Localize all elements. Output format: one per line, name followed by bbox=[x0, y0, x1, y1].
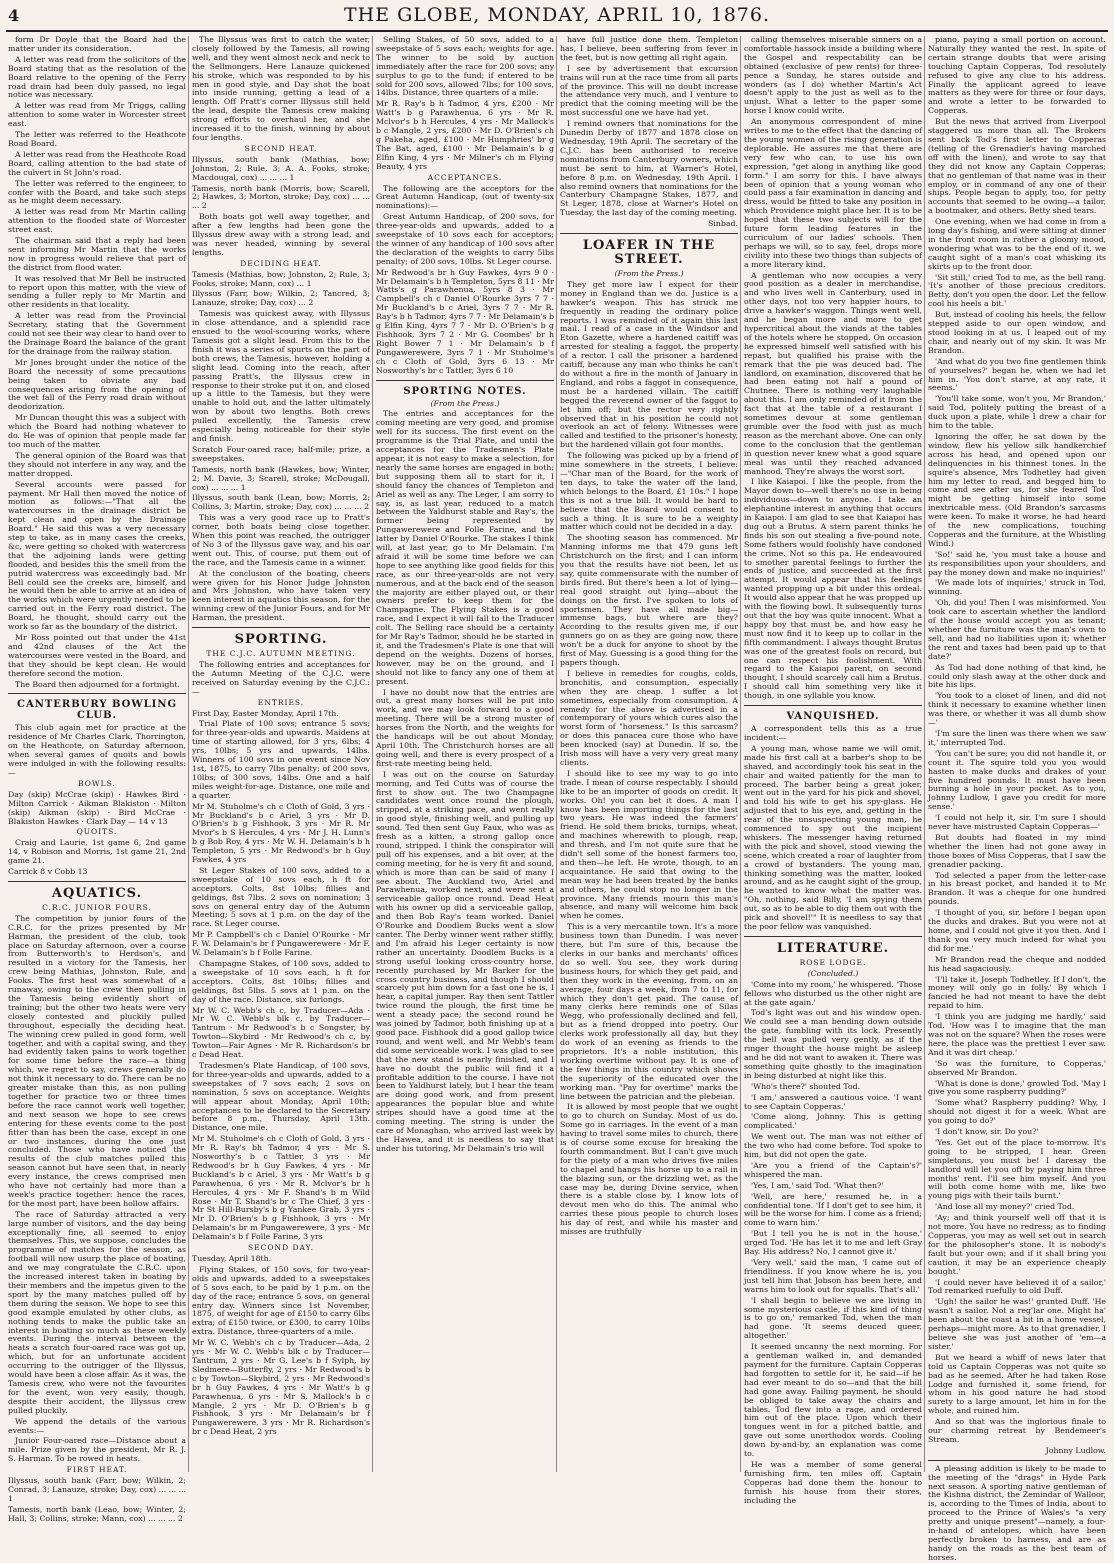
paragraph: 'We made lots of inquiries,' struck in Tod, winning. bbox=[928, 578, 1106, 597]
paragraph: The letter was referred to the engineer, to confer with the Board, and take such steps as he might deem necessary. bbox=[8, 178, 186, 206]
paragraph: The competition by junior fours of the C.R.C. for the prizes presented by Mr Harman, the president of the club, took place on Saturday afternoon, over a course from Butterworth's to Herdson's, and resulted in a victory for the Tamesis, her crew being Mathias, Johnston, Rule, and Fooks. The first heat was somewhat of a runaway, owing to the crew then pulling in the Tamesis being evidently short of training; but the other two heats were very closely contested and pluckily pulled throughout, especially the deciding heat. The winning crew pulled in good form, well together, and with a capital swing, and they had evidently taken pains to work together for some time before the race—a thing which, we regret to say, crews generally do not think it necessary to do. There can be no greater mistake than this, as non pulling together for practice two or three times before the race cannot work well together, and next season we hope to see crews entering for these events come to the post fitter than has been the case, except in one or two instances, during the one just concluded. Those who have noticed the results of the club matches pulled this season cannot but have seen that, in nearly every instance, the crews comprised men who have not certainly had more than a week's practice together: hence the races, for the most part, have been hollow affairs. bbox=[8, 913, 186, 1208]
masthead bbox=[0, 0, 1114, 30]
section-heading: SPORTING NOTES. bbox=[403, 385, 527, 397]
paragraph: 'I could not help it, sir. I'm sure I should never have mistrusted Captain Copperas—' bbox=[928, 813, 1106, 832]
paragraph: I have no doubt now that the entries are out, a great many horses will be put into work, and we may look forward to a good meeting. There will be a strong muster of horses from the North, and the weights for the handicaps will be out about Monday, April 10th. The Christchurch horses are all going well, and there is every prospect of a first-rate meeting being held. bbox=[376, 687, 554, 768]
paragraph: They get more law I expect for their money in England than we do. Justice is a hawker's weapon. This has struck me frequently in reading the ordinary police reports. I was reminded of it again this last mail. I read of a case in the Windsor and Eton Gazette, where a hardened caitiff was arrested for stealing a faggot, the property of a rector. I call the prisoner a hardened caitiff, because any man who thinks he can't do without a fire in the month of January in England, and robs a faggot in consequence, must be a hardened villain. The caitiff begged the reverend owner of the faggot to let him off; but the rector very rightly observed that in his position he could not overlook an act of felony. Witnesses were called and testified to the prisoner's honesty, but the hardened villain got four months. bbox=[560, 279, 738, 450]
paragraph: I believe in remedies for coughs, colds, bronchitis, and consumption, especially when they are cheap. I suffer a lot sometimes, especially from consumption. A remedy for the above is advertised in a contemporary of yours which cures also the worst form of "horseness." Is this sarcasm? or does this panacea cure those who have been knocked (say) at Dunedin. If so, the Irish moss will have a very very great many clients. bbox=[560, 668, 738, 767]
subheading: THE C.J.C. AUTUMN MEETING. bbox=[206, 649, 356, 659]
paragraph: 'I shall begin to believe we are living in some mysterious castle, if this kind of thing is to go on,' remarked Tod, when the man had gone. 'It seems deuced queer, altogether.' bbox=[744, 1295, 922, 1341]
listing-line: Tamesis, north bank (Morris, bow; Scarell, 2; Hawkes, 3; Morton, stroke; Day, cox) ... ... ... 2 bbox=[192, 183, 370, 211]
paragraph: A gentleman who now occupies a very good position as a dealer in merchandise, and who lives well in Canterbury, used in other days, not too very happier hours, to drive a hawker's waggon. Things went well, and he began more and more to get hypercritical about the viands at the tables of the hotels where he stopped. On occasion he expressed himself well satisfied with his repast, but qualified his praise with the remark that the pie was deuced bad. The landlord, on examination, discovered that he had been eating not half a pound of Chutnee. There is nothing very laughable about this. I am only reminded of it from the fact that at the table of a restaurant I sometimes devour at some gentleman grumble over the food with just as much reason as the merchant above. One can only come to the conclusion that the gentleman in question never knew what a good square meal was until they reached advanced manhood. They're always the worst sort. bbox=[744, 270, 922, 476]
paragraph: Craig and Laurie, 1st game 6, 2nd game 14, v Robison and Morris, 1st game 21, 2nd game 21. bbox=[8, 838, 186, 866]
listing-line: Carrick 8 v Cobb 13 bbox=[8, 867, 88, 877]
paragraph: A correspondent tells this as a true incident:— bbox=[744, 724, 922, 742]
paragraph: But we heard a whiff of news later that told us Captain Copperas was not quite so bad as he seemed. After he had taken Rose Lodge and furnished it, some friend, for whom in his good nature he had stood surety to a large amount, let him in for the whole, and ruined him. bbox=[928, 1352, 1106, 1416]
listing-line: First Day, Easter Monday, April 17th. bbox=[192, 708, 339, 718]
paragraph: A pleasing addition is likely to be made to the meeting of the "drags" in Hyde Park next season. A sporting native gentleman of the Kishna district, the Zemindar of Walloor, is, according to the Times of India, about to proceed to the Prince of Wales's "a very pretty and unique present"—namely, a four-in-hand of antelopes, which have been perfectly broken to harness, and are as handy on the roads as the best team of horses. bbox=[928, 1463, 1106, 1562]
paragraph: Junior Four-oared race—Distance about a mile. Prize given by the president, Mr R. J. S. Harman. To be rowed in heats. bbox=[8, 1436, 186, 1464]
paragraph: Both boats got well away together, and after a few lengths had been gone the Illyssus drew away with a strong lead, and was never headed, winning by several lengths. bbox=[192, 212, 370, 257]
subheading: FIRST HEAT. bbox=[66, 1465, 128, 1475]
paragraph: The general opinion of the Board was that they should not interfere in any way, and the matter dropped. bbox=[8, 450, 186, 478]
subheading: ACCEPTANCES. bbox=[427, 172, 503, 182]
listing-line: Illyssus, south bank (Lean, bow; Morris, 2; Collins, 3; Martin, stroke; Day, cox) ... ... ... 2 bbox=[192, 493, 370, 512]
column-4 bbox=[560, 36, 738, 1472]
paragraph: 'You'll take some, won't you, Mr Brandon,' said Tod, politely putting the breast of a duck upon a plate, while I drew a chair for him to the table. bbox=[928, 394, 1106, 431]
listing-line: Scratch Four-oared race; half-mile; prize, a sweepstakes. bbox=[192, 444, 370, 463]
subheading: SECOND DAY. bbox=[248, 1243, 314, 1253]
paragraph: It seemed uncanny the next morning. For a gentleman walked in, and demanded payment for the furniture. Captain Copperas had forgotten to settle for it, he said—if he had ever meant to do so—and that the bill had gone away. Failing payment, he should be obliged to take away the chairs and tables. Tod flew into a rage, and ordered him out of the place. Upon which their tongues went in for a pitched battle, and gave out some unorthodox words. Cooling down by-and-by, an explanation was come to. bbox=[744, 1342, 922, 1459]
newspaper-title: THE GLOBE, MONDAY, APRIL 10, 1876. bbox=[343, 4, 771, 26]
paragraph: I like Kaiapoi. I like the people, from the Mayor down to—well there's no use in being individuous—down to anyone. I take an elephantine interest in anything that occurs in Kaiapoi. I am glad to see that Kaiapoi has dug out a Brutus. A stern parent thinks he finds his son out stealing a five-pound note. Some fathers would foolishly have condoned the crime. Not so this pa. He endeavoured to smother parental feelings to further the ends of justice, and succeeded at the first attempt. It would appear that his feelings wanted propping up a bit under this ordeal. It would also appear that he was propped up with the flowing bowl. It subsequently turns out that the boy was quite innocent. What a happy boy that must be, and how easy he must now find it to keep up to collar in the fifth commandment. I always thought Brutus was one of the greatest fools on record, but one can respect his foolishment. With regard to the Kaiapoi parent, on second thought, I should scarcely call him a Brutus. I should call him something very like it though, in one syllable you know. bbox=[744, 477, 922, 701]
section-heading: CANTERBURY BOWLING CLUB. bbox=[17, 699, 177, 722]
paragraph: 'You can't be sure; you did not handle it, or count it. The squire told you you would hasten to make ducks and drakes of your five hundred pounds. It must have been burning a hole in your pocket. As to you, Johnny Ludlow, I gave you credit for more sense.' bbox=[928, 748, 1106, 812]
column-divider bbox=[188, 36, 189, 1472]
paragraph: 'Ay; and think yourself well off that it is not more. You have no redress; as to finding Copperas, you may as well set out in search for the philosopher's stone. It is nobody's fault but your own; and if it shall bring you caution, it may be an experience cheaply bought.' bbox=[928, 1213, 1106, 1276]
paragraph: 'You took to a closet of linen, and did not think it necessary to examine whether linen was there, or whether it was all dumb show—' bbox=[928, 691, 1106, 728]
column-divider bbox=[924, 36, 925, 1472]
paragraph: Mr Duncan thought this was a subject with which the Board had nothing whatever to do. He was of opinion that people made far too much of the matter. bbox=[8, 413, 186, 449]
column-2 bbox=[192, 36, 370, 1472]
paragraph: The shooting season has commenced. Mr Manning informs me that 479 guns left Christchurch on the first; and I can inform you that the results have not been, let us say, quite commensurate with the number of birds fired. But there's been a lot of lying—real good straight out lying—about the doings on the first. I've spoken to lots of sportsmen. They have all made big—immense bags, but where are they? According to the results given me, if our gunners go on as they are going now, there won't be a duck for anyone to shoot by the first of May. Guessing is a good thing for the papers though. bbox=[560, 533, 738, 667]
paragraph: Mr Ross pointed out that under the 41st and 42nd clauses of the Act the watercourses were vested in the Board, and that they should be kept clean. He would therefore second the motion. bbox=[8, 633, 186, 678]
paragraph: But doubts had floated in my mind whether the linen had not gone away in those boxes of Miss Copperas, that I saw the grenadier packing. bbox=[928, 832, 1106, 869]
section-rule bbox=[8, 881, 186, 882]
section-rule bbox=[192, 627, 370, 628]
listing-line: Tamesis, north bank (Hawkes, bow; Winter, 2; M. Davie, 3; Scarell, stroke; McDougall, cox) ... ... ... 1 bbox=[192, 464, 370, 492]
paragraph: form Dr Doyle that the Board had the matter under its consideration. bbox=[8, 35, 186, 53]
column-1 bbox=[8, 35, 186, 1523]
section-heading: VANQUISHED. bbox=[786, 711, 880, 723]
subheading: ROSE LODGE. bbox=[799, 957, 867, 967]
paragraph: Mr Brandon read the cheque and nodded his head sagaciously. bbox=[928, 954, 1106, 973]
listing-line: Mr M. Stuholme's ch c Cloth of Gold, 3 yrs · Mr R. Ray's bh Tadmor, 4 yrs · Mr S. Nosworthy's b c Tattler, 3 yrs · Mr Redwood's br h Guy Fawkes, 4 yrs · Mr Buckland's b c Ariel, 3 yrs · Mr Watt's b g Parawhenua, 6 yrs · Mr R. Mclvor's br h Hercules, 4 yrs · Mr F. Shand's b m Wild Rose · Mr T. Shand's br c The Chief, 3 yrs · Mr St Hill-Bursby's b g Yankee Grab, 3 yrs · Mr D. O'Brien's b g Fishhook, 3 yrs · Mr Delamain's br m Pungawerewere, 3 yrs · Mr Delamain's b f Folle Farine, 3 yrs bbox=[192, 1134, 370, 1242]
listing-line: Day (skip) McCrae (skip) · Hawkes Bird · Milton Carrick · Aikman Blakiston · Milton (skip) Aikman (skip) · Bird McCrae · Blakiston Hawkes · Clark Day — 14 v 13 bbox=[8, 789, 186, 826]
paragraph: The entries and acceptances for the coming meeting are very good, and promise well for its success. The first event on the programme is the Trial Plate, and until the acceptances for the Tradesmen's Plate appear, it is not easy to make a selection, for nearly the same horses are engaged in both; but supposing them all to start for it, I should fancy the chances of Templeton and Ariel as well as any. The Leger, I am sorry to say, is, as last year, reduced to a match between the Yaldhurst stable and Ray's, the former being represented by Pungawerewere and Folle Farine, and the latter by Daniel O'Rourke. The stakes I think will, at last year, go to Mr Delamain. I'm afraid it will be some time before we can hope to see anything like good fields for this race, as our three-year-olds are not very numerous, and at the back end of the season the majority are either played out, or their owners prefer to keep them for the Champagne. The Flying Stakes is a good race, and I expect it will fall to the Traducer colt. The Selling race should be a certainty for Mr Ray's Tadmor, should he be started in it, and the Tradesmen's Plate is one that will depend on the weights. Dozens of horses, however, may be on the ground, and I should not like to fancy any one of them at present. bbox=[376, 409, 554, 686]
section-heading: AQUATICS. bbox=[51, 885, 143, 901]
paragraph: But the news that arrived from Liverpool staggered us more than all. The Brokers sent back Tod's first letter to Copperas (telling of the Grenadier's having marched off with the linen), and wrote to say that they did not know any Captain Copperas; that no gentleman of that name was in their employ, or in command of any one of their ships. People began to apply, too, for petty accounts that seemed to be owing—a tailor, a bootmaker, and others. Betty shed tears. bbox=[928, 117, 1106, 216]
column-5 bbox=[744, 35, 922, 1505]
paragraph: 'I'm sure the linen was there when we saw it,' interrupted Tod. bbox=[928, 728, 1106, 747]
paragraph: 'Ugh! the sailor he was!' grunted Duff. 'He wasn't a sailor. Not a reg'lar one. Might ha' been about the coast a bit in a home vessel, perhaps—might more. As to that grenadier, I believe she was just another of 'em—a sister.' bbox=[928, 1297, 1106, 1351]
paragraph: The race of Saturday attracted a very large number of visitors, and the day being exceptionally fine, all seemed to enjoy themselves. This, we suppose, concludes the programme of matches for the season, as football will now usurp the place of boating, and we may congratulate the C.R.C. upon the increased interest taken in boating by their members and the impetus given to the sport by the many matches pulled off by them during the season. We hope to see this good example emulated by other clubs, as nothing tends to make the public take an interest in boating so much as these weekly events. During the interval between the heats a scratch four-oared race was got up, which, but for an unfortunate accident occurring to the outrigger of the Illyssus, would have been a close affair. As it was, the Tamesis crew, who were not the favourites for the event, won very easily, though, despite their accident, the Illyssus crew pulled pluckily. bbox=[8, 1209, 186, 1415]
paragraph: 'Yes, I am,' said Tod. 'What then?' bbox=[751, 1180, 884, 1190]
paragraph: 'I think you are judging me hardly,' said Tod. 'How was I to imagine that the man was not on the square? When the roses were here, the place was the prettiest I ever saw. And it was dirt cheap.' bbox=[928, 1012, 1106, 1057]
paragraph: 'I thought of you, sir, before I began upon the ducks and drakes. But you were not at home, and I could not give it you then. And I thank you very much indeed for what you did for me.' bbox=[928, 908, 1106, 953]
column-divider bbox=[372, 36, 373, 1472]
paragraph: The following was picked up by a friend of mine somewhere in the streets, I believe:—"Char man of the Board, for the work of ten days, to take the water off the land, which belongs to the Board, £1 10s." I hope this is not a true bill. It would be hard to believe that the Board would consent to such a thing. It is sure to be a weighty matter which could not be decided in a day. bbox=[560, 451, 738, 532]
paragraph: But, instead of cooling his heels, the fellow stepped aside to our open window, and stood looking in at us. I leaped out of my chair, and nearly out of my skin. It was Mr Brandon. bbox=[928, 310, 1106, 355]
section-rule bbox=[560, 233, 738, 234]
paragraph: A young man, whose name we will omit, made his first call at a barber's shop to be shaved, and accordingly took his seat in the chair and waited patiently for the man to proceed. The barber being a great joker, went out in the yard for his pick and shovel, and told his wife to get his spy-glass. He adjusted that to his eye, and, getting in the rear of the unsuspecting young man, he commenced to spy out the incipient whiskers. The messenger having returned with the pick and shovel, stood viewing the scene, which created a roar of laughter from a crowd of bystanders. The young man, thinking something was the matter, looked around, and as he caught sight of the group, he wanted to know what the matter was. "Oh, nothing, said Billy, 'I am spying them out, so as to be able to dig them out with the pick and shovel!'" It is needless to say that the poor fellow was vanquished. bbox=[744, 743, 922, 931]
paragraph: Several accounts were passed for payment. Mr Hall then moved the notice of motion as follows:—"That all the watercourses in the drainage district be kept clean and open by the Drainage Board." He said this was a very necessary step to take, as in many cases the creeks, &c, were getting so choked with watercress that the adjoining lands were getting flooded, and besides this the smell from the putrid watercress was exceedingly bad. Mr Bell could see the creeks are, himself, and he would then be able to arrive at an idea of the works which were urgently needed to be carried out in the Ferry road district. The Board, he thought, should carry out the work so far as the boundary of the district. bbox=[8, 479, 186, 632]
paragraph: Tradesmen's Plate Handicap, of 100 sovs, for three-year-olds and upwards, added to a sweepstakes of 7 sovs each; 2 sovs on nomination, 5 sovs on acceptance. Weights will appear about Monday, April 10th; acceptances to be declared to the Secretary before 8 p.m., Thursday, April 13th. Distance, one mile. bbox=[192, 1060, 370, 1133]
paragraph: It was resolved that Mr Bell be instructed to report upon this matter, with the view of sending a fuller reply to Mr Martin and other residents in that locality. bbox=[8, 273, 186, 310]
paragraph: calling themselves miserable sinners on a comfortable hassock inside a building where the Gospel and respectability can be obtained (exclusive of pew rents) for three-pence a Sunday, he stares outside and wonders (as I do) whether Martin's Act doesn't apply to the just as well as to the unjust. What a letter to the paper some horse I know could write. bbox=[744, 35, 922, 116]
paragraph: This is a very mercantile town. It's a more business town than Dunedin. I was never there, but I'm sure of this, because the clerks in our banks and merchants' offices do so well. You see, they work during business hours, for which they get paid, and then they work in the evening, from, on an average, four days a week, from 7 to 11, for which they don't get paid. The cause of many clerks here reminds one of Silas Wegg, who professionally declined and fell, but as a friend dropped into poetry. Our clerks work professionally all day, but they do work of an evening as friends to the proprietors. It's a noble institution, this working overtime without pay. It is one of the few things in this country which shows the superiority of the educated over the working man. "Pay for overtime" marks the line between the patrician and the plebeian. bbox=[560, 922, 738, 1101]
listing-line: Tuesday, April 18th. bbox=[192, 1254, 272, 1263]
section-rule bbox=[8, 693, 186, 694]
listing-line: Illyssus (Farr, bow; Wilkin, 2; Tancred, 3; Lanauze, stroke; Day, cox) ... 2 bbox=[192, 289, 370, 308]
masthead-rule bbox=[6, 30, 1108, 32]
paragraph: A letter was read from Mr Martin calling attention to the flooded state of Worcester street east. bbox=[8, 207, 186, 235]
paragraph: Ignoring the offer, he sat down by the window, flew his yellow silk handkerchief across his head, and opened upon our delinquencies in his thinnest tones. In the squire's absence, Mrs Todhetley had given him my letter to read, and begged him to come and see after us, for she feared Tod might be getting himself into some inextricable mess. (Old Brandon's sarcasms were keen. To make it worse, he had heard of the new complications, touching Copperas and the furniture, at the Whistling Wind.) bbox=[928, 431, 1106, 548]
section-heading: LOAFER IN THE STREET. bbox=[582, 238, 716, 268]
paragraph: A letter was read from the solicitors of the Board stating that as the resolution of the Board relative to the opening of the Ferry road drain had been duly passed, no legal notice was necessary. bbox=[8, 54, 186, 100]
subheading: DECIDING HEAT. bbox=[240, 258, 322, 268]
paragraph: Tod's light was out and his window open. We could see a man bending down outside the gate, fumbling with its lock. Presently the bell was pulled very gently, as if the ringer thought the house might be asleep and he did not want to awaken it. There was something quite ghostly to the imagination in being disturbed at night like this. bbox=[744, 1008, 922, 1080]
paragraph: A letter was read from the Heathcote Road Board, calling attention to the bad state of the culvert in St John's road. bbox=[8, 149, 186, 177]
paragraph: 'Sit still,' cried Tod to me, as the bell rang. 'It's another of those precious creditors. Betty, don't you open the door. Let the fellow cool his heels a bit.' bbox=[928, 272, 1106, 309]
paragraph: We append the details of the various events:— bbox=[8, 1416, 186, 1435]
paragraph: 'I am,' answered a cautious voice. 'I want to see Captain Copperas.' bbox=[744, 1092, 922, 1111]
paragraph: Great Autumn Handicap, of 200 sovs, for three-year-olds and upwards, added to a sweepstake of 10 sovs each for acceptors; the winner of any handicap of 100 sovs after the declaration of the weights to carry 5lbs penalty; of 200 sovs, 10lbs. St Leger course. bbox=[376, 212, 554, 266]
listing-line: Mr R. Ray's b h Tadmor, 4 yrs, £200 · Mr Watt's b g Parawhenua, 6 yrs · Mr R. Mclvor's b h Hercules, 4 yrs · Mr Mallock's b c Mangle, 2 yrs, £200 · Mr D. O'Brien's ch g Pakeha, aged, £100 · Mr Humphries' br g The Bat, aged, £100 · Mr Delamain's b g Elfin King, 4 yrs · Mr Milner's ch m Flying Beauty, 4 yrs bbox=[376, 99, 554, 171]
source-note: (From the Press.) bbox=[614, 269, 684, 279]
paragraph: 'Some what? Raspberry pudding? Why, I should not digest it for a week. What are you going to do?' bbox=[928, 1098, 1106, 1126]
paragraph: The Board then adjourned for a fortnight. bbox=[15, 679, 180, 689]
column-6 bbox=[928, 35, 1106, 1562]
paragraph: A letter was read from the Provincial Secretary, stating that the Government could not see their way clear to hand over to the Drainage Board the balance of the grant for the drainage from the railway station. bbox=[8, 311, 186, 356]
section-rule bbox=[744, 705, 922, 706]
paragraph: And so that was the inglorious finale to our charming retreat by Bendemeer's Stream. bbox=[928, 1417, 1106, 1444]
paragraph: Selling Stakes, of 50 sovs, added to a sweepstake of 5 sovs each; weights for age. The winner to be sold by auction immediately after the race for 200 sovs; any surplus to go to the fund; if entered to be sold for 200 sovs, allowed 7lbs; for 100 sovs, 14lbs. Distance, three quarters of a mile. bbox=[376, 35, 554, 98]
paragraph: Mr Jones brought under the notice of the Board the necessity of some precautions being taken to obviate any bad consequences arising from the opening of the wet fall of the Ferry road drain without deodorization. bbox=[8, 357, 186, 412]
paragraph: He was a member of some general furnishing firm, ten miles off. Captain Copperas had done them the honour to furnish his house from their stores, including the bbox=[744, 1459, 922, 1505]
paragraph: 'And lose all my money?' cried Tod. bbox=[935, 1202, 1075, 1212]
column-divider bbox=[740, 36, 741, 1472]
paragraph: One evening, when we had come in from a long day's fishing, and were sitting at dinner in the front room in rather a gloomy mood, wondering what was to be the end of it, we caught sight of a man's coat whisking its skirts up to the front door. bbox=[928, 217, 1106, 271]
subheading: C.R.C. JUNIOR FOURS. bbox=[42, 902, 152, 912]
paragraph: It is allowed by most people that we ought to go to church on Sunday. Most of us do. Some go in carriages. In the event of a man having to travel some miles to church, there is of course some excuse for breaking the fourth commandment. But I can't give much for the piety of a man who drives five miles to chapel and hangs his horse up to a rail in the blazing sun, or the drizzling wet, as the case may be, during Divine service, when there is a stable close by. I know lots of devout men who do this. The animal who carries these pious people to church loses his day of rest, and while his master and misses are truthfully bbox=[560, 1102, 738, 1237]
paragraph: 'Yes. Get out of the place to-morrow. It's going to be stripped, I hear. Green simpletons, you must be! I daresay the landlord will let you off by paying him three months' rent. I'll see him myself. And you will both come home with me, like two young pigs with their tails burnt.' bbox=[928, 1137, 1106, 1201]
paragraph: An anonymous correspondent of mine writes to me to the effect that the dancing of the young women of the rising generation is deplorable. He assures me that there are very few who can, to use his own expression, "get along in anything like good form." I am sorry for this. I have always been of opinion that a young woman who could pass a fair examination in dancing and dress, would be fitted to take any position in which Providence might place her. It is to be hoped that these two subjects will for the future form leading features in the curriculum of our ladies' schools. Then perhaps we will, so to say, feel, drops more civility into these two things than subjects of a more literary kind. bbox=[744, 117, 922, 269]
paragraph: 'So!' said he, 'you must take a house and its responsibilities upon your shoulders, and pay the money down and make no inquiries!' bbox=[928, 549, 1106, 577]
paragraph: This was a very good race up to Pratt's corner, both boats being close together. When this point was reached, the outrigger of No 3 of the Illyssus gave way, and his oar went out. This, of course, put them out of the race, and the Tamesis came in a winner. bbox=[192, 513, 370, 567]
paragraph: I was out on the course on Saturday morning, and Ted Cutts was of course the first to show out. The two Champagne candidates went once round the plough, stripped, at a striking pace, and went really in good style, finishing well, and pulling up sound. Ted then sent Guy Faux, who was as fresh as a kitten, a strong gallop once round, stripped. I think the conspirator will pull off his expenses, and a bit over, at the coming meeting, for he is very fit and sound, which is more than can be said of many I see about. The Auckland two, Ariel and Parawhenua, worked next, and were sent a serviceable gallop once round. Dead Heat with his owner up did a serviceable gallop, and then Bob Ray's team worked. Daniel O'Rourke and Doodlem Bucks went a slow canter. The Derby winner went rather stiffly, and I'm afraid his Leger certainty is now rather an uncertainty. Doodlem Bucks is a strong useful looking cross-country horse, recently purchased by Mr Barker for the cross country business, and though I should scarcely put him down for a fast one he is, I hear, a capital jumper. Ray then sent Tattler twice round the plough, the first time he went a steady pace; the second round he was joined by Tadmor, both finishing up at a good pace. Fishhook did a good gallop twice round, and went well, and Mr Webb's team did some serviceable work. I was glad to see that the new stand is nearly finished, and I have no doubt the public will find it a profitable addition to the course. I have not been to Yaldhurst lately, but I hear the team are doing good work, and from present appearances the popular blue and white stripes should have a good time at the coming meeting. The string is under the care of Monaghan, who arrived last week by the Hawea, and it is needless to say that under his tutoring, Mr Delamain's trio will bbox=[376, 769, 554, 1153]
paragraph: Champagne Stakes, of 100 sovs, added to a sweepstake of 10 sovs each, h ft for acceptors. Colts, 8st 10lbs; fillies and geldings, 8st 5lbs. 5 sovs at 1 p.m. on the day of the race. Distance, six furlongs. bbox=[192, 959, 370, 1004]
paragraph: I remind owners that nominations for the Dunedin Derby of 1877 and 1878 close on Wednesday, 19th April. The secretary of the C.J.C. has been authorised to receive nominations from Canterbury owners, which must be sent to him, at Warner's Hotel, before 8 p.m. on Wednesday, 19th April. I also remind owners that nominations for the Canterbury Champagne Stakes, 1877, and St Leger, 1878, close at Warner's Hotel on Tuesday, the last day of the coming meeting. bbox=[560, 119, 738, 218]
paragraph: The chairman said that a reply had been sent informing Mr Martin that the works now in progress would relieve that part of the district from flood water. bbox=[8, 236, 186, 272]
source-note: (From the Press.) bbox=[430, 398, 500, 408]
signature: Sinbad. bbox=[708, 219, 738, 229]
paragraph: St Leger Stakes of 100 sovs, added to a sweepstake of 10 sovs each, h ft for acceptors. Colts, 8st 10lbs; fillies and geldings, 8st 7lbs. 2 sovs on nomination; 3 sovs on general entry day of the Autumn Meeting; 5 sovs at 1 p.m. on the day of the race. St Leger course. bbox=[192, 865, 370, 929]
paragraph: 'I could never have believed it of a sailor,' Tod remarked ruefully to old Duff. bbox=[928, 1277, 1106, 1296]
paragraph: A letter was read from Mr Triggs, calling attention to some water in Worcester street east. bbox=[8, 101, 186, 129]
listing-line: Mr W. C. Webb's ch c by Traducer—Ada, 2 yrs · Mr W. C. Webb's blk c by Traducer—Tantrum, 2 yrs · Mr G. Lee's b f Sylph, by Sledmere—Butterfly, 2 yrs · Mr Redwood's b c by Towton—Skybird, 2 yrs · Mr Redwood's br h Guy Fawkes, 4 yrs · Mr Watt's b g Parawhenua, 6 yrs · Mr S. Mallock's b c Mangle, 2 yrs · Mr D. O'Brien's b g Fishhook, 3 yrs · Mr Delamain's br f Pungawerewere, 3 yrs · Mr R. Richardson's br c Dead Heat, 2 yrs bbox=[192, 1338, 370, 1437]
column-divider bbox=[556, 36, 557, 1472]
paragraph: I see by advertisement that excursion trains will run at the race time from all parts of the province. This will no doubt increase the attendance very much, and I venture to predict that the coming meeting will be the most successful one we have had yet. bbox=[560, 63, 738, 118]
paragraph: 'I'll take it, Joseph Todhetley. If I don't, the money will only go in folly.' By which I fancied he had not meant to have the debt repaid to him. bbox=[928, 974, 1106, 1011]
listing-line: Mr P. Campbell's ch c Daniel O'Rourke · Mr F. W. Delamain's br f Pungawerewere · Mr F. W. Delamain's b f Folle Farine. bbox=[192, 930, 370, 958]
source-note: (Concluded.) bbox=[807, 968, 859, 978]
paragraph: I should like to see my way to go into trade. I mean of course respectably. I should like to be an importer of goods on credit. It works. Oh! you can bet it does. A man I know has been importing things for the last two years. He was indeed the farmers' friend. He sold them bricks, turnips, wheat, and machines wherewith to plough, reap, and thresh, and I'm not quite sure that he didn't sell some of the honest farmers too, and then—he left. He wrote, though, to an acquaintance. He said that owing to the mean way he had been treated by the banks and others, he could stop no longer in the province. Many friends mourn this man's absence, and many will welcome him back when he comes. bbox=[560, 768, 738, 921]
paragraph: Flying Stakes, of 150 sovs, for two-year-olds and upwards, added to a sweepstakes of 5 sovs each, to be paid by 1 p.m. on the day of the race; entrance 5 sovs, on general entry day. Winners since 1st November, 1875, of weight for age of £150 to carry 6lbs extra; of £150 twice, or £300, to carry 10lbs extra. Distance, three-quarters of a mile. bbox=[192, 1264, 370, 1337]
section-rule bbox=[376, 380, 554, 381]
subheading: BOWLS. bbox=[78, 778, 116, 788]
paragraph: 'But I tell you he is not in the house,' urged Tod. 'He has let it to me and left Gray Bay. His address? No, I cannot give it.' bbox=[744, 1229, 922, 1257]
signature: Johnny Ludlow. bbox=[1045, 1445, 1106, 1455]
page-number: 4 bbox=[8, 6, 20, 25]
paragraph: have full justice done them. Templeton has, I believe, been suffering from fever in the feet, but is now getting all right again. bbox=[560, 35, 738, 62]
paragraph: 'Well, are here,' resumed he, in a confidential tone. 'If I don't get to see him, it will be the worse for him. I come as a friend; come to warn him.' bbox=[744, 1191, 922, 1228]
section-heading: LITERATURE. bbox=[776, 940, 890, 956]
paragraph: piano, paying a small portion on account. Naturally they wanted the rest. In spite of certain strange doubts that were arising touching Captain Copperas, Tod resolutely refused to give any clue to his address. Finally the applicant agreed to leave matters as they were for three or four days, and wrote a letter to be forwarded to Copperas. bbox=[928, 35, 1106, 116]
paragraph: Trial Plate of 100 sovs; entrance 5 sovs; for three-year-olds and upwards. Maidens at time of starting allowed, for 3 yrs, 6lbs; 4 yrs, 10lbs; 5 yrs and upwards, 14lbs. Winners of 100 sovs in one event since Nov 1st, 1875, to carry 7lbs penalty; of 200 sovs, 10lbs; of 300 sovs, 14lbs. One and a half miles weight-for-age. Distance, one mile and a quarter. bbox=[192, 719, 370, 800]
paragraph: 'Very well,' said the man, 'I came out of friendliness. If you know where he is, you just tell him that Jobson has been here, and warns him to look out for squalls. That's all.' bbox=[744, 1258, 922, 1294]
paragraph: 'Come along, Johnny. This is getting complicated.' bbox=[744, 1112, 922, 1131]
paragraph: Tod selected a paper from the letter-case in his breast pocket, and handed it to Mr Brandon. It was a cheque for one hundred pounds. bbox=[928, 870, 1106, 907]
paragraph: 'So was the furniture, to Copperas,' observed Mr Brandon. bbox=[928, 1058, 1106, 1077]
paragraph: As Tod had done nothing of that kind, he could only slash away at the other duck and bite his lips. bbox=[928, 662, 1106, 690]
paragraph: The following entries and acceptances for the Autumn Meeting of the C.J.C. were received on Saturday evening by the C.J.C.:— bbox=[192, 660, 370, 696]
paragraph: 'Who's there?' shouted Tod. bbox=[751, 1081, 861, 1091]
listing-line: Mr W. C. Webb's ch c, by Traducer—Ada · Mr W. C. Webb's blk c, by Traducer—Tantrum · Mr Redwood's b c Songster, by Towton—Skybird · Mr Redwood's ch c, by Towton—Fair Agnes · Mr R. Richardson's br c Dead Heat. bbox=[192, 1005, 370, 1060]
column-3 bbox=[376, 36, 554, 1472]
subheading: SECOND HEAT. bbox=[244, 143, 318, 153]
paragraph: 'Are you a friend of the Captain's?' whispered the man. bbox=[744, 1160, 922, 1179]
paragraph: The Illyssus was first to catch the water, closely followed by the Tamesis, all rowing well, and they went almost neck and neck to the Sellmongers. Here Lanauze quickened his stroke, which was responded to by his men in good style, and Day shot the boat into inside running, getting a lead of a length. Off Pratt's corner Illyssus still held the lead, despite the Tamesis crew making strong efforts to overhaul her, and she increased it to the finish, winning by about four lengths. bbox=[192, 35, 370, 142]
paragraph: 'I don't know, sir. Do you?' bbox=[935, 1127, 1039, 1137]
listing-line: Mr M. Stuholme's ch c Cloth of Gold, 3 yrs · Mr Buckland's b c Ariel, 3 yrs · Mr D. O'Brien's b g Fishhook, 3 yrs · Mr R. Mr Mvor's b S Hercules, 4 yrs · Mr J. H. Lunn's b g Bob Roy, 4 yrs · Mr W. H. Delamain's b h Templeton, 5 yrs · Mr Redwood's br h Guy Fawkes, 4 yrs bbox=[192, 801, 370, 865]
paragraph: At the conclusion of the boating, cheers were given for his Honor Judge Johnston and Mrs Johnston, who have taken very keen interest in aquatics this season, for the winning crew of the Junior Fours, and for Mr Harman, the president. bbox=[192, 568, 370, 623]
paragraph: 'Oh, did you! Then I was misinformed. You took care to ascertain whether the landlord of the house would accept you as tenant; whether the furniture was the man's own to sell, and had no liabilities upon it; whether the rent and taxes had been paid up to that date?' bbox=[928, 598, 1106, 661]
paragraph: We went out. The man was not either of the two who had come before. Tod spoke to him, but did not open the gate. bbox=[744, 1132, 922, 1160]
listing-line: Tamesis, north bank (Leao, bow; Winter, 2; Hall, 3; Collins, stroke; Mann, cox) ... ... ... 2 bbox=[8, 1504, 186, 1523]
listing-line: Tamesis (Mathias, bow; Johnston, 2; Rule, 3; Fooks, stroke; Mann, cox) ... 1 bbox=[192, 269, 370, 288]
paragraph: 'And what do you two fine gentlemen think of yourselves?' began he, when we had let him in. 'You don't starve, at any rate, it seems.' bbox=[928, 356, 1106, 393]
paragraph: 'Come into my room,' he whispered. 'Those fellows who disturbed us the other night are at the gate again.' bbox=[744, 979, 922, 1007]
subheading: QUOITS. bbox=[76, 827, 118, 837]
paragraph: Tamesis was quickest away, with Illyssus in close attendance, and a splendid race ensued to the wool-scouring works, where Tamesis got a slight lead. From this to the finish it was a series of spurts on the part of both crews, the Tamesis, however, holding a slight lead. Coming into the reach, after passing Pratt's, the Illyssus crew in response to their stroke put it on, and closed up a little to the Tamesis, but they were unable to hold out, and the latter ultimately won by about two lengths. Both crews pulled excellently, the Tamesis crew especially being noticeable for their style and finish. bbox=[192, 309, 370, 443]
listing-line: Mr Redwood's br h Guy Fawkes, 4yrs 9 0 · Mr Delamain's b h Templeton, 5yrs 8 11 · Mr Watts's g Parawhenua, 5yrs 8 3 · Mr Campbell's ch c Daniel O'Rourke 3yrs 7 7 · Mr Buckland's b c Ariel, 3yrs 7 7 · Mr R. Ray's b h Tadmor, 4yrs 7 7 · Mr Delamain's b g Elfin King, 4yrs 7 7 · Mr D. O'Brien's b g Fishhook, 3yrs 7 2 · Mr G. Coombes' br h Right Bower 7 1 · Mr Delamain's b f Pungawerewere, 3yrs 7 1 · Mr Stuholme's ch c Cloth of Gold, 3yrs 6 13 · Mr Nosworthy's br c Tattler, 3yrs 6 10 bbox=[376, 267, 554, 375]
section-rule bbox=[744, 936, 922, 937]
paragraph: The letter was referred to the Heathcote Road Board. bbox=[8, 130, 186, 148]
section-heading: SPORTING. bbox=[234, 632, 328, 648]
listing-line: Illyssus, south bank (Mathias, bow; Johnston, 2; Rule, 3; A. A. Fooks, stroke; Macdougal, cox) ... ... ... 1 bbox=[192, 154, 370, 182]
listing-line: Illyssus, south bank (Farr, bow; Wilkin, 2; Conrad, 3; Lanauze, stroke; Day, cox) ... ... ... 1 bbox=[8, 1476, 186, 1503]
paragraph: The following are the acceptors for the Great Autumn Handicap, (out of twenty-six nominations):— bbox=[376, 183, 554, 211]
paragraph: This club again met for practice at the residence of Mr Charles Clark, Thorrington, on the Heathcote, on Saturday afternoon, when several games of quoits and bowls were indulged in with the following results:— bbox=[8, 723, 186, 777]
subheading: ENTRIES. bbox=[257, 697, 305, 707]
paragraph: 'What is done is done,' growled Tod. 'May I give you some raspberry pudding?' bbox=[928, 1078, 1106, 1097]
section-rule bbox=[928, 1460, 1106, 1461]
